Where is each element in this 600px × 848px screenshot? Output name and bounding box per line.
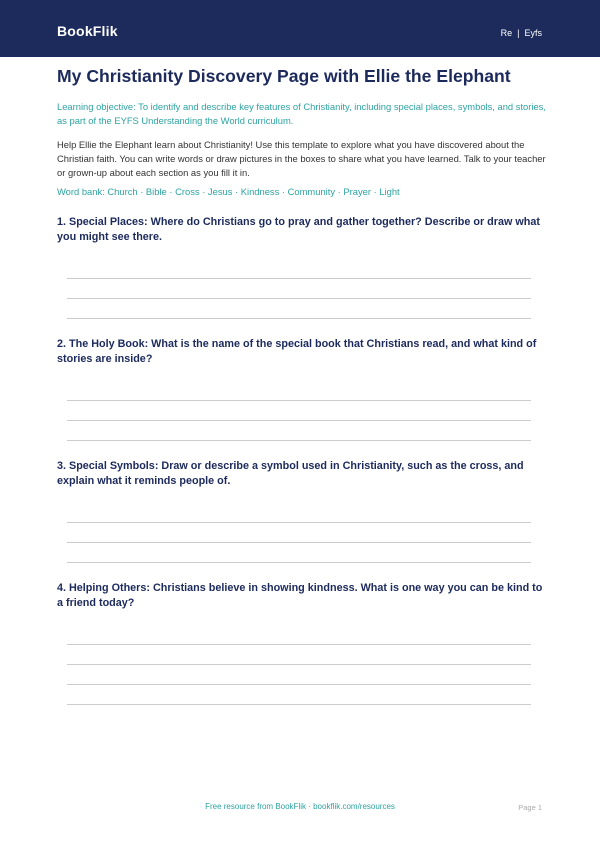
word-bank: Word bank: Church · Bible · Cross · Jesus · Kindness · Community · Prayer · Light xyxy=(57,186,400,197)
answer-line-1-2[interactable] xyxy=(67,298,531,299)
page-title: My Christianity Discovery Page with Ellie the Elephant xyxy=(57,66,511,86)
answer-line-1-1[interactable] xyxy=(67,278,531,279)
page-number: Page 1 xyxy=(518,803,542,812)
breadcrumb-separator: | xyxy=(517,28,520,38)
breadcrumb-item-eyfs[interactable]: Eyfs xyxy=(524,28,542,38)
intro-text: Help Ellie the Elephant learn about Christianity! Use this template to explore what you have discovered about the Christian faith. You can write words or draw pictures in the boxes to share what you have learned. Talk to your teacher or grown-up about each section as you fill it in. xyxy=(57,139,546,178)
answer-line-4-2[interactable] xyxy=(67,664,531,665)
question-3: 3. Special Symbols: Draw or describe a symbol used in Christianity, such as the cross, and explain what it reminds people of. xyxy=(57,460,524,487)
question-1: 1. Special Places: Where do Christians go to pray and gather together? Describe or draw what you might see there. xyxy=(57,216,540,243)
answer-line-1-3[interactable] xyxy=(67,318,531,319)
learning-objective: Learning objective: To identify and describe key features of Christianity, including special places, symbols, and stories, as part of the EYFS Understanding the World curriculum. xyxy=(57,101,546,126)
answer-line-3-3[interactable] xyxy=(67,562,531,563)
footer-credit[interactable]: Free resource from BookFlik · bookflik.com/resources xyxy=(205,802,395,811)
answer-line-4-3[interactable] xyxy=(67,684,531,685)
answer-line-2-1[interactable] xyxy=(67,400,531,401)
question-4: 4. Helping Others: Christians believe in showing kindness. What is one way you can be kind to a friend today? xyxy=(57,582,543,609)
answer-line-4-1[interactable] xyxy=(67,644,531,645)
answer-line-3-2[interactable] xyxy=(67,542,531,543)
brand-logo[interactable]: BookFlik xyxy=(57,23,118,39)
breadcrumb xyxy=(501,28,542,38)
answer-line-4-4[interactable] xyxy=(67,704,531,705)
answer-line-2-2[interactable] xyxy=(67,420,531,421)
header-bar xyxy=(0,0,600,57)
answer-line-3-1[interactable] xyxy=(67,522,531,523)
answer-line-2-3[interactable] xyxy=(67,440,531,441)
breadcrumb-item-re[interactable]: Re xyxy=(500,28,513,38)
question-2: 2. The Holy Book: What is the name of the special book that Christians read, and what kind of stories are inside? xyxy=(57,338,537,365)
